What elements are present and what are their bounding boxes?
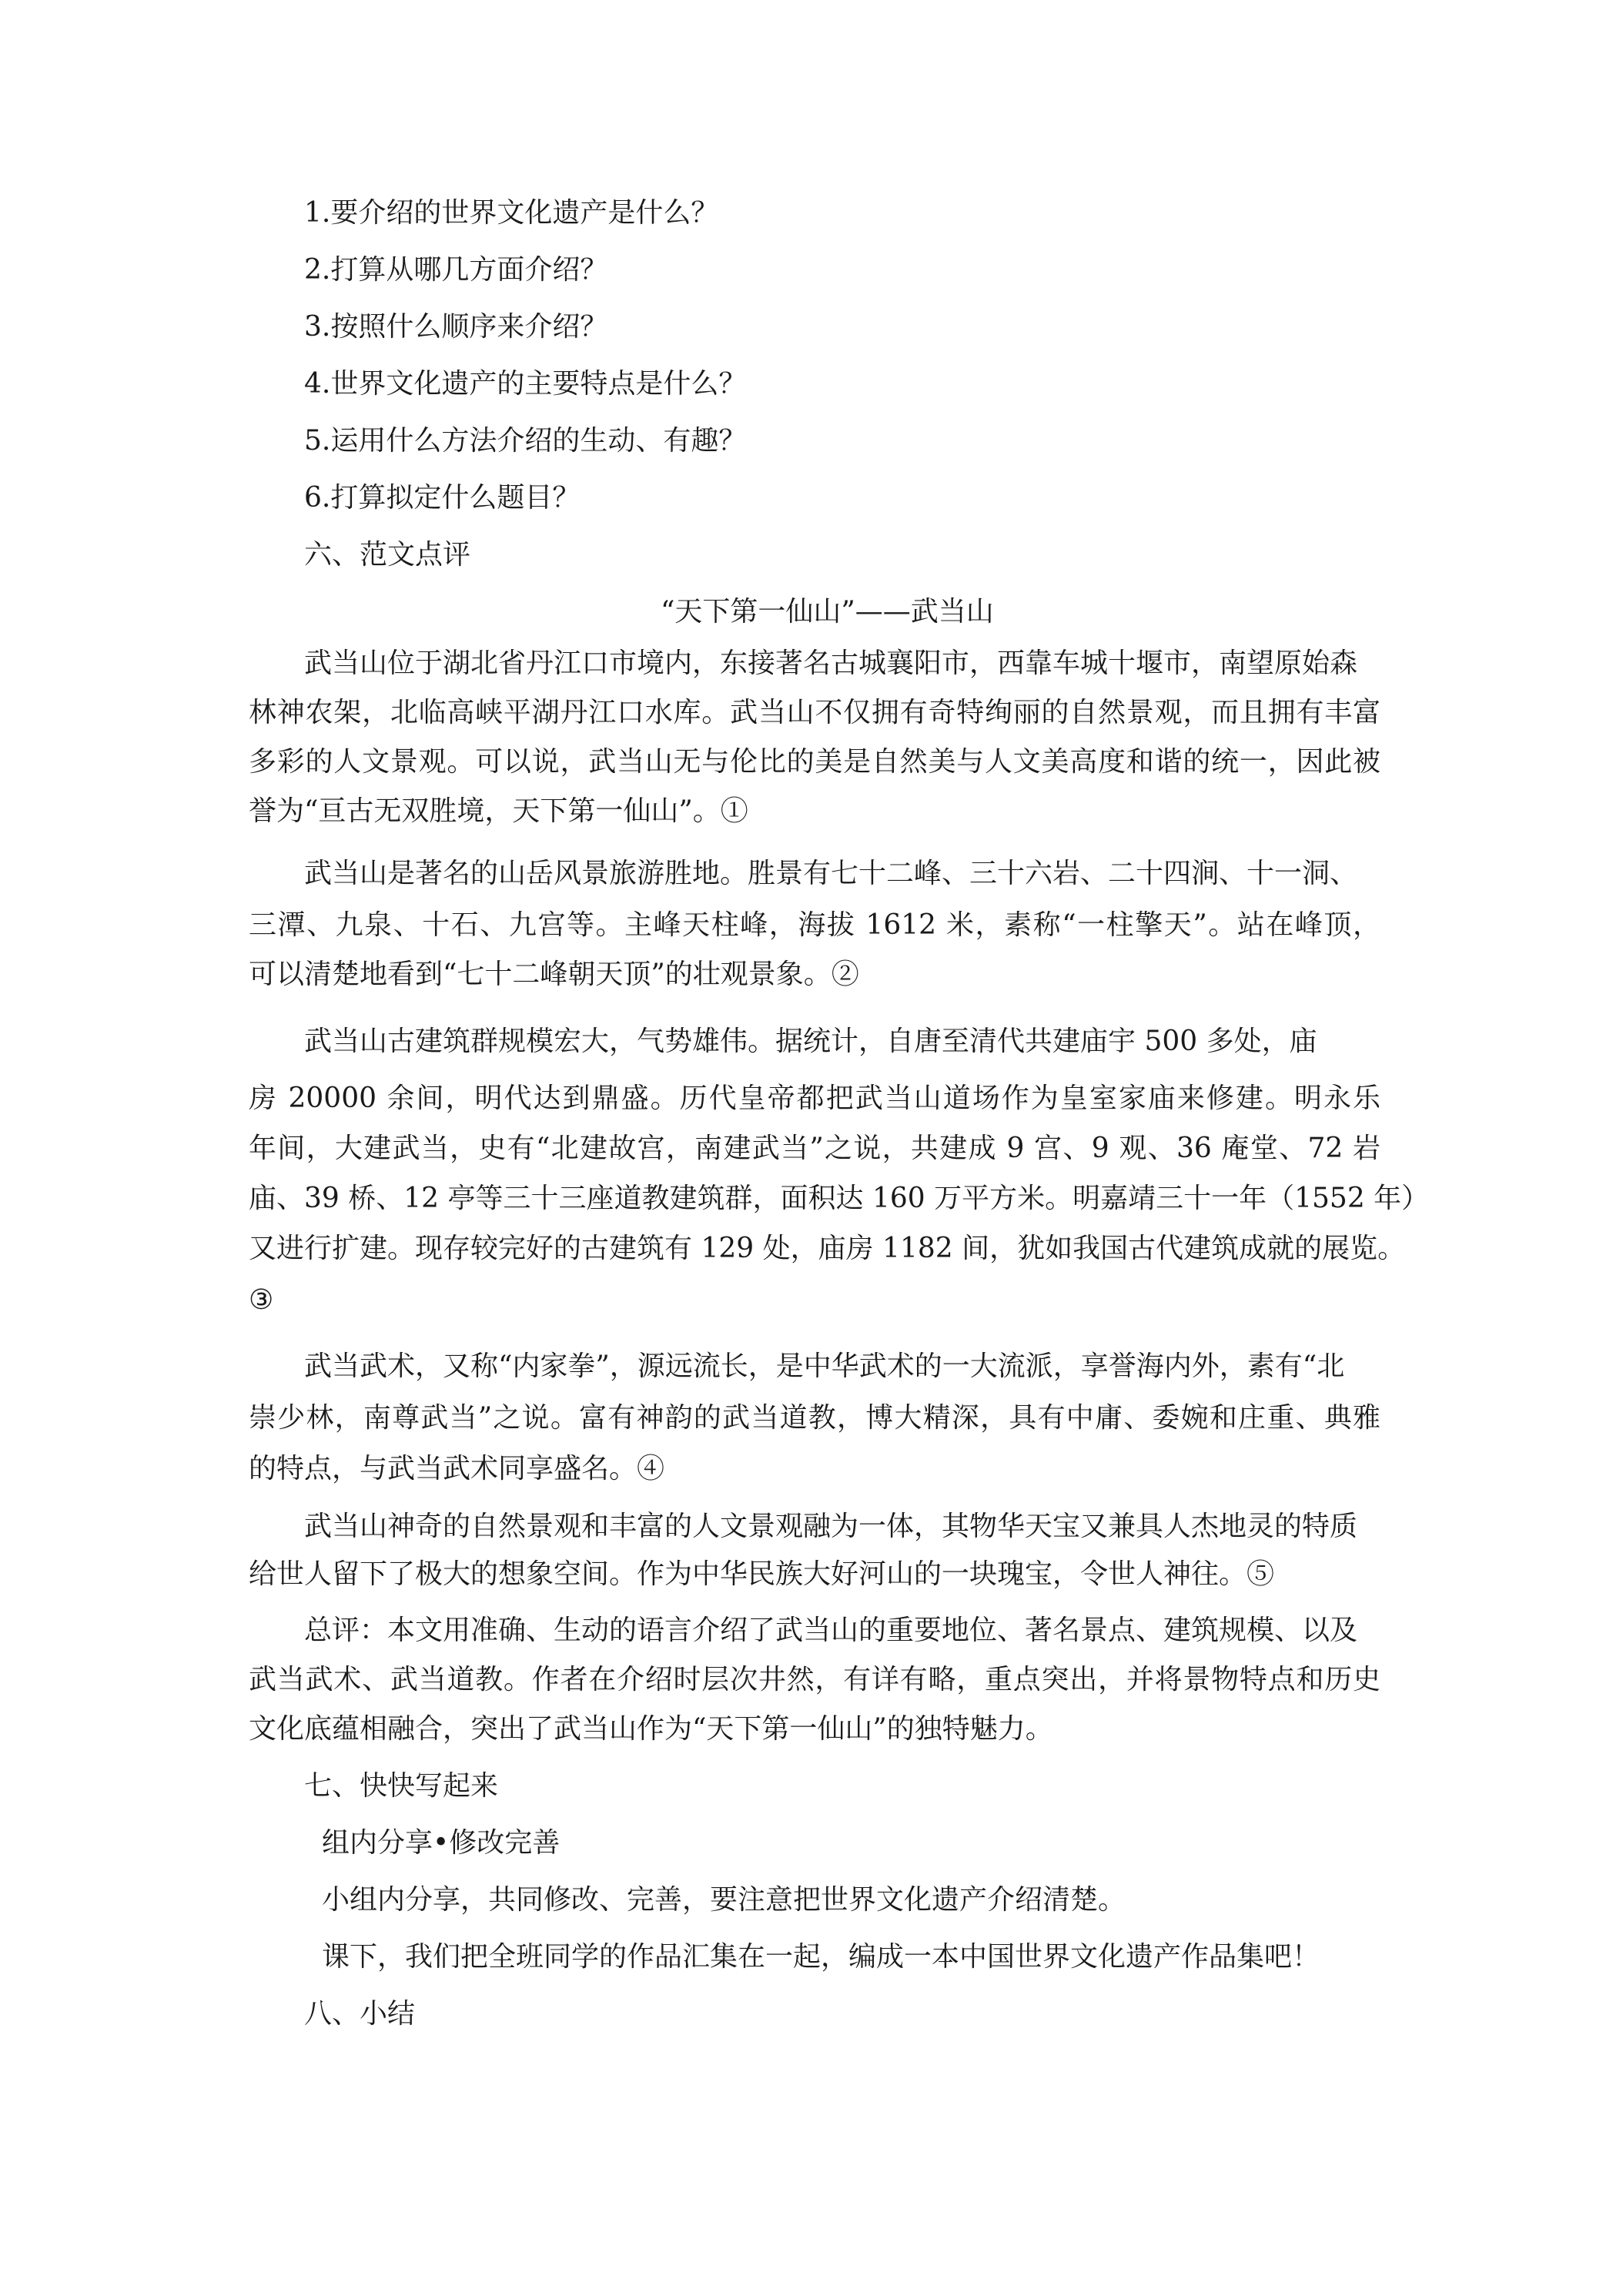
essay-p1-line-1: 武当山位于湖北省丹江口市境内，东接著名古城襄阳市，西靠车城十堰市，南望原始森 xyxy=(304,648,1358,679)
essay-p2-line-3: 可以清楚地看到“七十二峰朝天顶”的壮观景象。② xyxy=(249,959,859,990)
essay-title: “天下第一仙山”——武当山 xyxy=(661,596,994,628)
section-7-line-1: 小组内分享，共同修改、完善，要注意把世界文化遗产介绍清楚。 xyxy=(322,1884,1126,1916)
essay-p4-line-1: 武当武术，又称“内家拳”，源远流长，是中华武术的一大流派，享誉海内外，素有“北 xyxy=(304,1350,1345,1382)
section-7-line-2: 课下，我们把全班同学的作品汇集在一起，编成一本中国世界文化遗产作品集吧！ xyxy=(322,1941,1320,1973)
essay-p3-line-1: 武当山古建筑群规模宏大，气势雄伟。据统计，自唐至清代共建庙宇 500 多处，庙 xyxy=(304,1026,1317,1057)
question-4: 4.世界文化遗产的主要特点是什么？ xyxy=(304,368,747,400)
essay-p3-line-4: 庙、39 桥、12 亭等三十三座道教建筑群，面积达 160 万平方米。明嘉靖三十一年（1552 年） xyxy=(249,1183,1430,1214)
essay-p1-line-4: 誉为“亘古无双胜境，天下第一仙山”。① xyxy=(249,795,748,827)
question-2: 2.打算从哪几方面介绍？ xyxy=(304,254,608,286)
section-7-heading: 七、快快写起来 xyxy=(304,1770,499,1802)
essay-p3-line-2: 房 20000 余间，明代达到鼎盛。历代皇帝都把武当山道场作为皇室家庙来修建。明永乐 xyxy=(249,1083,1380,1114)
essay-p3-line-3: 年间，大建武当，史有“北建故宫，南建武当”之说，共建成 9 宫、9 观、36 庵堂、72 岩 xyxy=(249,1133,1380,1164)
essay-p4-line-2: 崇少林，南尊武当”之说。富有神韵的武当道教，博大精深，具有中庸、委婉和庄重、典雅 xyxy=(249,1402,1380,1434)
question-3: 3.按照什么顺序来介绍？ xyxy=(304,311,608,343)
essay-p4-line-3: 的特点，与武当武术同享盛名。④ xyxy=(249,1453,665,1484)
question-6: 6.打算拟定什么题目？ xyxy=(304,482,581,514)
section-7-subheading: 组内分享•修改完善 xyxy=(322,1827,561,1859)
essay-p3-line-5: 又进行扩建。现存较完好的古建筑有 129 处，庙房 1182 间，犹如我国古代建筑成就的展览。 xyxy=(249,1233,1406,1264)
essay-p2-line-2: 三潭、九泉、十石、九宫等。主峰天柱峰，海拔 1612 米，素称“一柱擎天”。站在峰顶， xyxy=(249,909,1380,941)
section-6-heading: 六、范文点评 xyxy=(304,539,471,571)
question-5: 5.运用什么方法介绍的生动、有趣？ xyxy=(304,425,747,457)
review-line-2: 武当武术、武当道教。作者在介绍时层次井然，有详有略，重点突出，并将景物特点和历史 xyxy=(249,1664,1380,1695)
essay-p1-line-3: 多彩的人文景观。可以说，武当山无与伦比的美是自然美与人文美高度和谐的统一，因此被 xyxy=(249,746,1380,778)
section-8-heading: 八、小结 xyxy=(304,1998,416,2030)
review-line-1: 总评：本文用准确、生动的语言介绍了武当山的重要地位、著名景点、建筑规模、以及 xyxy=(304,1615,1358,1646)
essay-p2-line-1: 武当山是著名的山岳风景旅游胜地。胜景有七十二峰、三十六岩、二十四涧、十一洞、 xyxy=(304,858,1358,889)
essay-p5-line-1: 武当山神奇的自然景观和丰富的人文景观融为一体，其物华天宝又兼具人杰地灵的特质 xyxy=(304,1511,1358,1542)
question-1: 1.要介绍的世界文化遗产是什么？ xyxy=(304,197,719,229)
essay-p1-line-2: 林神农架，北临高峡平湖丹江口水库。武当山不仅拥有奇特绚丽的自然景观，而且拥有丰富 xyxy=(249,697,1380,728)
essay-p3-line-6: ③ xyxy=(249,1284,274,1316)
essay-p5-line-2: 给世人留下了极大的想象空间。作为中华民族大好河山的一块瑰宝，令世人神往。⑤ xyxy=(249,1558,1275,1590)
review-line-3: 文化底蕴相融合，突出了武当山作为“天下第一仙山”的独特魅力。 xyxy=(249,1713,1053,1745)
